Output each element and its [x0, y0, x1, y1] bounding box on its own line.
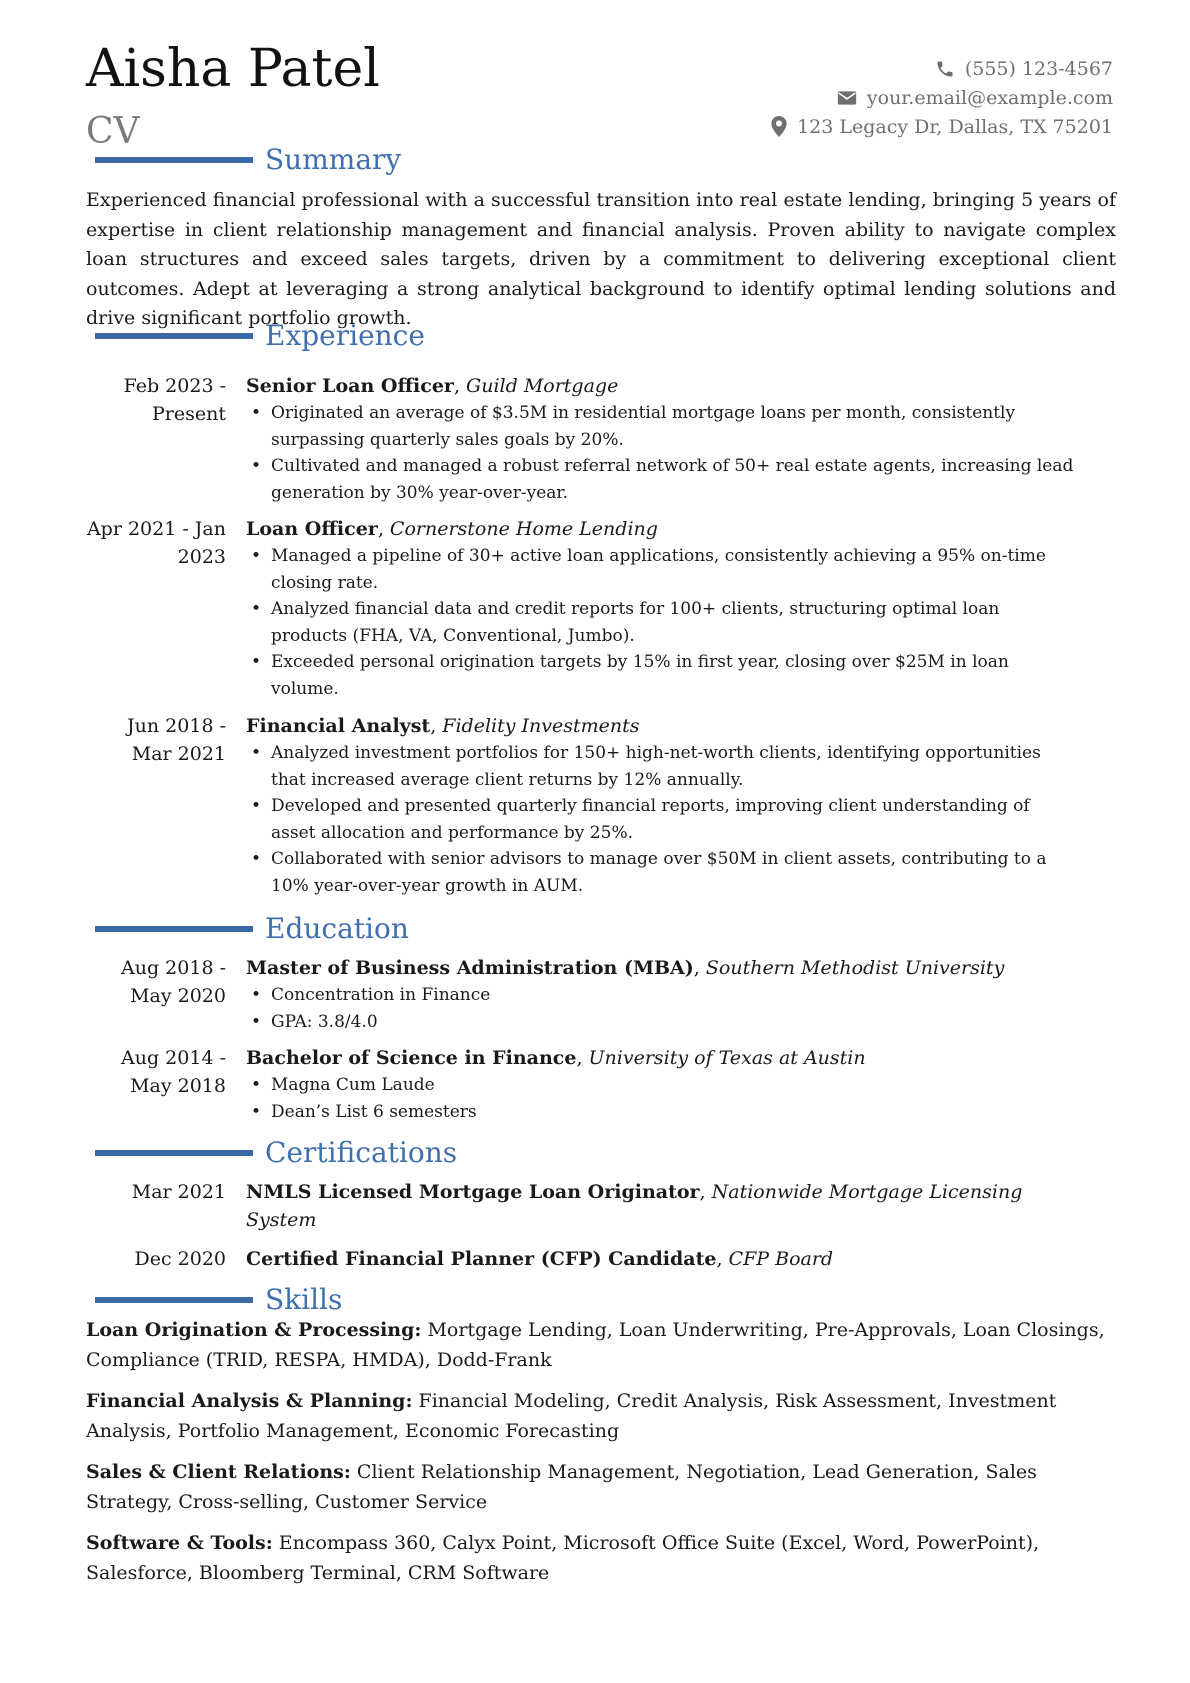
skill-label: Sales & Client Relations:	[86, 1461, 351, 1483]
bullet-item: • Magna Cum Laude	[246, 1072, 1076, 1099]
entry-org: Guild Mortgage	[466, 375, 619, 397]
section-bar	[95, 1150, 253, 1156]
education-entry	[86, 954, 1116, 1035]
entry-org: Fidelity Investments	[442, 715, 640, 737]
section-title: Experience	[265, 319, 425, 352]
section-title: Education	[265, 912, 409, 945]
entry-title: Certified Financial Planner (CFP) Candidate	[246, 1248, 717, 1270]
envelope-icon	[837, 90, 857, 106]
phone-icon	[935, 59, 955, 79]
skill-items: Client Relationship Management, Negotiation, Lead Generation, Sales Strategy, Cross-selling, Customer Service	[86, 1461, 1037, 1513]
experience-entry	[86, 515, 1116, 702]
entry-heading: Senior Loan Officer, Guild Mortgage	[246, 375, 619, 397]
entry-title: Senior Loan Officer	[246, 375, 454, 397]
entry-date: Jun 2018 - Mar 2021	[127, 715, 226, 765]
entry-bullets	[246, 400, 1076, 506]
document-subtitle: CV	[86, 111, 140, 152]
skill-items: Financial Modeling, Credit Analysis, Risk Assessment, Investment Analysis, Portfolio Management, Economic Forecasting	[86, 1390, 1057, 1442]
skills-heading	[95, 1283, 342, 1317]
phone-text: (555) 123-4567	[964, 57, 1113, 80]
bullet-item: • Analyzed financial data and credit reports for 100+ clients, structuring optimal loan products (FHA, VA, Conventional, Jumbo).	[246, 596, 1076, 649]
certification-entry	[86, 1178, 1116, 1234]
entry-date: Aug 2018 - May 2020	[121, 957, 226, 1007]
skill-label: Loan Origination & Processing:	[86, 1319, 422, 1341]
bullet-item: • Exceeded personal origination targets by 15% in first year, closing over $25M in loan volume.	[246, 649, 1076, 702]
bullet-item: • Cultivated and managed a robust referral network of 50+ real estate agents, increasing lead generation by 30% year-over-year.	[246, 453, 1076, 506]
entry-heading: Master of Business Administration (MBA), Southern Methodist University	[246, 957, 1005, 979]
experience-heading	[95, 319, 425, 353]
entry-org: Nationwide Mortgage Licensing System	[246, 1181, 1023, 1231]
bullet-item: • GPA: 3.8/4.0	[246, 1009, 1076, 1036]
certifications-heading	[95, 1136, 457, 1170]
entry-title: Master of Business Administration (MBA)	[246, 957, 694, 979]
entry-heading: Bachelor of Science in Finance, University of Texas at Austin	[246, 1047, 866, 1069]
entry-org: University of Texas at Austin	[588, 1047, 866, 1069]
education-heading	[95, 912, 409, 946]
skill-label: Financial Analysis & Planning:	[86, 1390, 413, 1412]
contact-block	[771, 54, 1113, 141]
experience-entry	[86, 712, 1116, 899]
address-text: 123 Legacy Dr, Dallas, TX 75201	[797, 115, 1113, 138]
summary-text: Experienced financial professional with a successful transition into real estate lending, bringing 5 years of expertise in client relationship management and financial analysis. Proven ability to navigate complex loan structures and exceed sales targets, driven by a commitment to delivering exceptional client outcomes. Adept at leveraging a strong analytical background to identify optimal lending solutions and drive significant portfolio growth.	[86, 189, 1116, 329]
skill-items: Mortgage Lending, Loan Underwriting, Pre-Approvals, Loan Closings, Compliance (TRID, RESPA, HMDA), Dodd-Frank	[86, 1319, 1105, 1371]
person-name: Aisha Patel	[86, 39, 380, 99]
skill-group	[86, 1316, 1116, 1375]
section-bar	[95, 333, 253, 339]
entry-date: Mar 2021	[131, 1181, 226, 1203]
skill-items: Encompass 360, Calyx Point, Microsoft Office Suite (Excel, Word, PowerPoint), Salesforce, Bloomberg Terminal, CRM Software	[86, 1532, 1040, 1584]
entry-title: NMLS Licensed Mortgage Loan Originator	[246, 1181, 700, 1203]
entry-heading: Loan Officer, Cornerstone Home Lending	[246, 518, 658, 540]
entry-org: Southern Methodist University	[705, 957, 1005, 979]
experience-entry	[86, 372, 1116, 506]
entry-title: Loan Officer	[246, 518, 378, 540]
entry-title: Financial Analyst	[246, 715, 431, 737]
entry-bullets	[246, 740, 1076, 899]
skill-group	[86, 1529, 1116, 1588]
summary-heading	[95, 143, 401, 177]
bullet-item: • Originated an average of $3.5M in residential mortgage loans per month, consistently surpassing quarterly sales goals by 20%.	[246, 400, 1076, 453]
bullet-item: • Collaborated with senior advisors to manage over $50M in client assets, contributing to a 10% year-over-year growth in AUM.	[246, 846, 1076, 899]
entry-heading: NMLS Licensed Mortgage Loan Originator, Nationwide Mortgage Licensing System	[246, 1181, 1023, 1231]
entry-date: Dec 2020	[134, 1248, 226, 1270]
map-marker-icon	[771, 116, 787, 137]
section-bar	[95, 1297, 253, 1303]
bullet-item: • Managed a pipeline of 30+ active loan applications, consistently achieving a 95% on-time closing rate.	[246, 543, 1076, 596]
education-entry	[86, 1044, 1116, 1125]
entry-bullets	[246, 1072, 1076, 1125]
skill-group	[86, 1458, 1116, 1517]
entry-heading: Certified Financial Planner (CFP) Candidate, CFP Board	[246, 1248, 834, 1270]
contact-email	[771, 83, 1113, 112]
section-title: Certifications	[265, 1136, 458, 1169]
bullet-item: • Concentration in Finance	[246, 982, 1076, 1009]
entry-date: Aug 2014 - May 2018	[121, 1047, 226, 1097]
entry-bullets	[246, 543, 1076, 702]
entry-date: Feb 2023 - Present	[123, 375, 226, 425]
section-title: Summary	[265, 143, 402, 176]
entry-org: Cornerstone Home Lending	[389, 518, 658, 540]
bullet-item: • Developed and presented quarterly financial reports, improving client understanding of asset allocation and performance by 25%.	[246, 793, 1076, 846]
bullet-item: • Dean’s List 6 semesters	[246, 1099, 1076, 1126]
entry-heading: Financial Analyst, Fidelity Investments	[246, 715, 640, 737]
entry-bullets	[246, 982, 1076, 1035]
contact-address	[771, 112, 1113, 141]
section-bar	[95, 157, 253, 163]
certification-entry	[86, 1245, 1116, 1273]
skill-label: Software & Tools:	[86, 1532, 273, 1554]
skill-group	[86, 1387, 1116, 1446]
entry-date: Apr 2021 - Jan 2023	[86, 518, 226, 568]
contact-phone	[771, 54, 1113, 83]
section-bar	[95, 926, 253, 932]
bullet-item: • Analyzed investment portfolios for 150+ high-net-worth clients, identifying opportunities that increased average client returns by 12% annually.	[246, 740, 1076, 793]
email-text: your.email@example.com	[866, 86, 1113, 109]
section-title: Skills	[265, 1283, 343, 1316]
entry-org: CFP Board	[728, 1248, 834, 1270]
entry-title: Bachelor of Science in Finance	[246, 1047, 577, 1069]
